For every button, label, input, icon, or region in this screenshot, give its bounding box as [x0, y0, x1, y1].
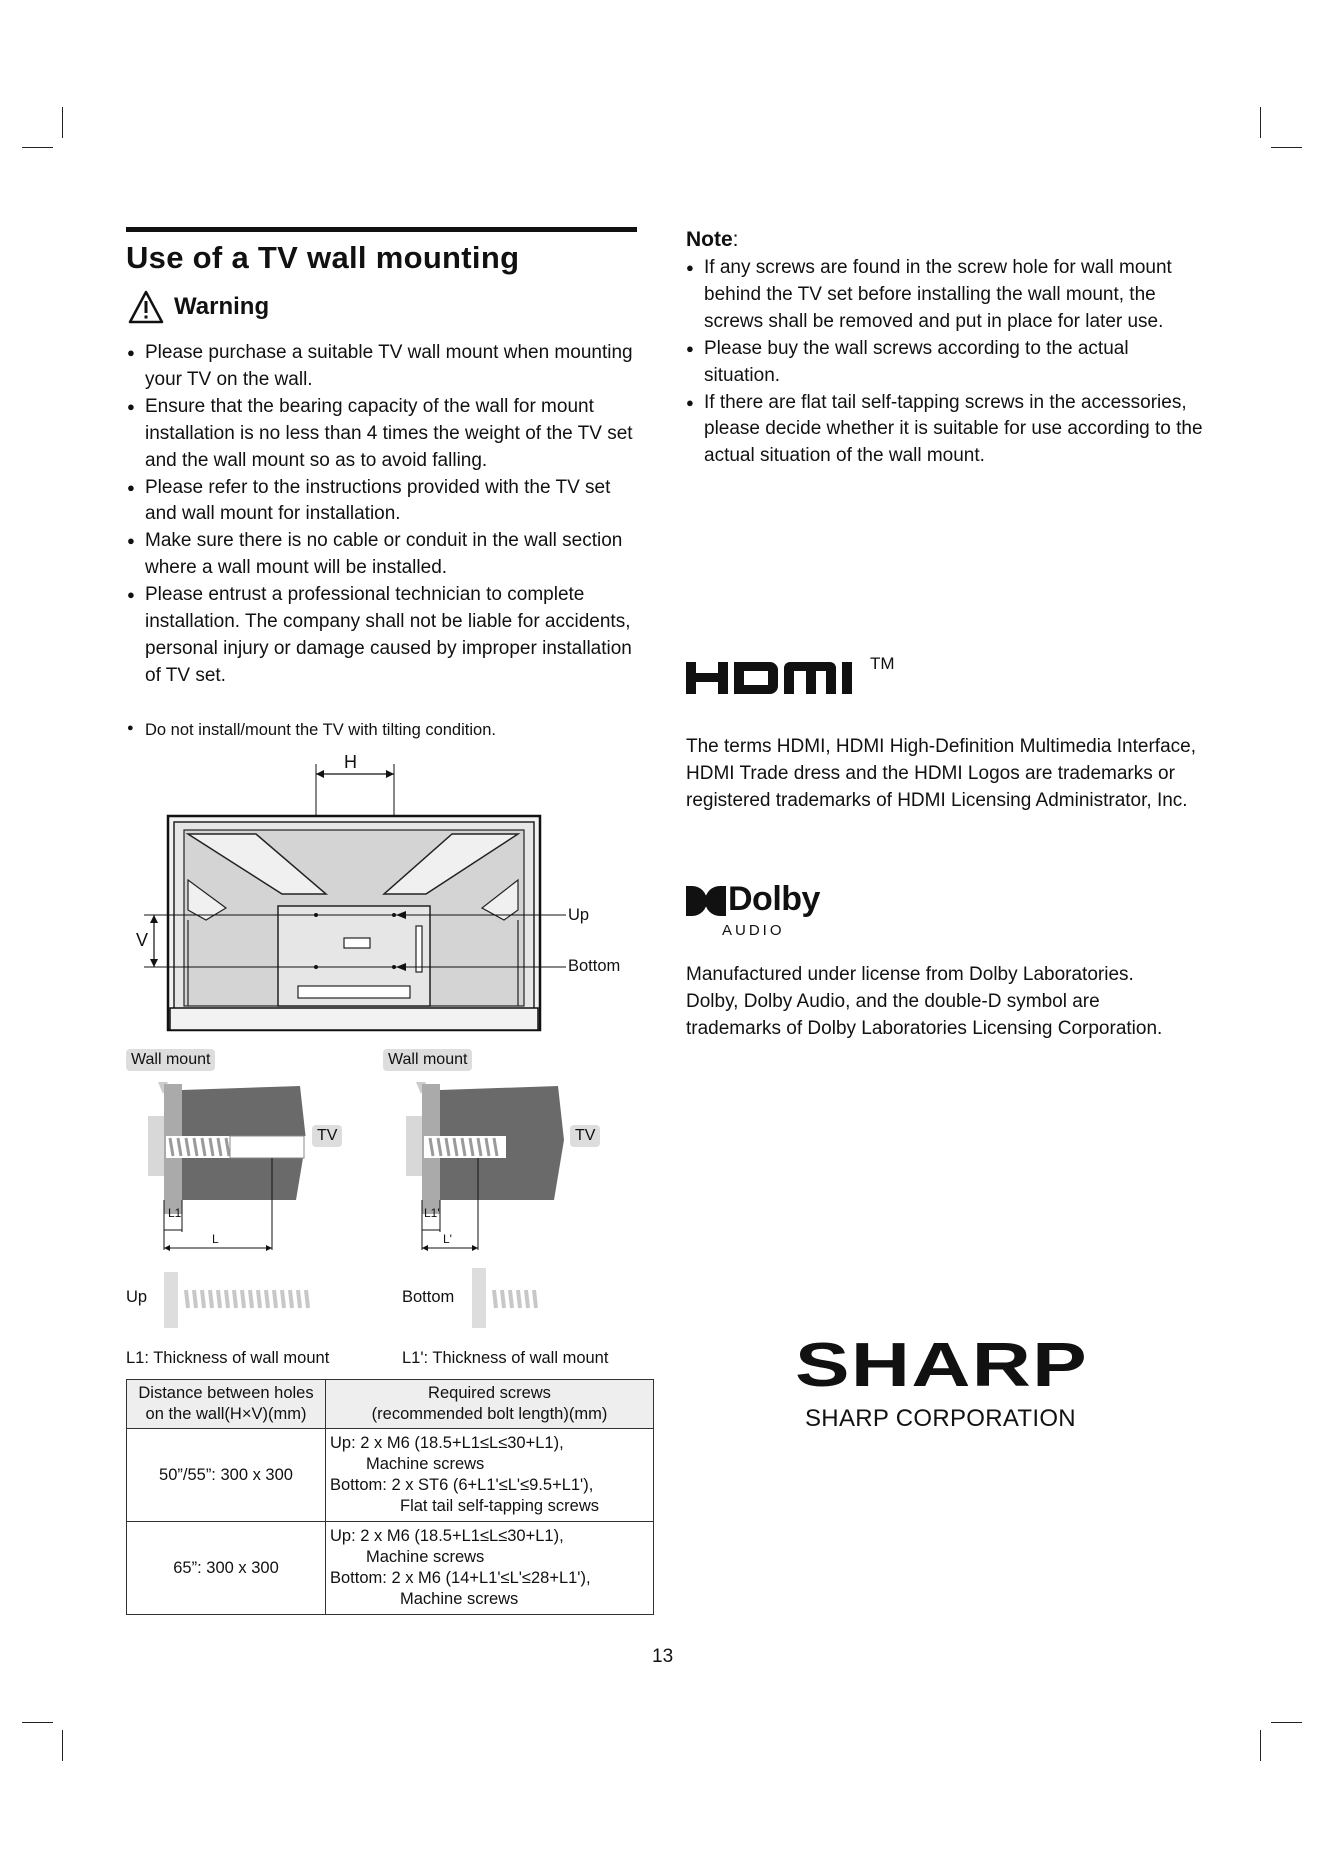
screw-up-spec: Up: 2 x M6 (18.5+L1≤L≤30+L1),	[330, 1434, 564, 1452]
l1-caption: L1: Thickness of wall mount	[126, 1349, 330, 1367]
screw-bottom-spec: Bottom: 2 x M6 (14+L1'≤L'≤28+L1'),	[330, 1569, 591, 1587]
double-d-icon	[686, 886, 726, 916]
table-header-row	[127, 1380, 654, 1429]
dolby-line: Dolby, Dolby Audio, and the double-D symbol are	[686, 990, 1100, 1012]
screw-bottom-type: Flat tail self-tapping screws	[400, 1497, 599, 1515]
warning-list	[127, 340, 647, 690]
header-line: Distance between holes	[138, 1384, 314, 1402]
crop-mark	[62, 1730, 63, 1761]
hdmi-logo	[686, 654, 896, 703]
table-row	[127, 1429, 654, 1522]
crop-mark	[22, 1722, 53, 1723]
v-dimension-label: V	[136, 930, 149, 950]
dolby-sub: AUDIO	[722, 922, 785, 939]
screw-bottom-type: Machine screws	[400, 1590, 519, 1608]
note-item: ● If any screws are found in the screw hole for wall mount behind the TV set before installing the wall mount, the screws shall be removed and put in place for later use.	[686, 255, 1206, 336]
l-label: L	[212, 1232, 219, 1246]
sharp-logo	[795, 1330, 1089, 1401]
warning-heading	[128, 290, 269, 324]
size-cell: 65”: 300 x 300	[127, 1522, 326, 1615]
dolby-name: Dolby	[728, 880, 820, 918]
screw-bottom-label: Bottom	[402, 1288, 455, 1306]
dolby-trademark-text	[686, 962, 1226, 1043]
l1-label: L1	[168, 1206, 182, 1220]
sharp-wordmark: SHARP	[795, 1331, 1089, 1400]
table-row	[127, 1522, 654, 1615]
warning-item: ● Please refer to the instructions provided with the TV set and wall mount for installation.	[127, 475, 647, 529]
warning-label: Warning	[174, 293, 270, 320]
bottom-hole-label: Bottom	[568, 957, 621, 975]
l1-prime-label: L1'	[424, 1206, 440, 1220]
note-item: ● If there are flat tail self-tapping screws in the accessories, please decide whether it is suitable for use according to the actual situation of the wall mount.	[686, 390, 1206, 471]
warning-item: ● Please entrust a professional technician to complete installation. The company shall not be liable for accidents, personal injury or damage caused by improper installation of TV set.	[127, 582, 647, 690]
header-line: (recommended bolt length)(mm)	[371, 1405, 608, 1423]
wall-mount-tag: Wall mount	[126, 1049, 215, 1071]
crop-mark	[22, 147, 53, 148]
tilt-warning: ● Do not install/mount the TV with tilting condition.	[127, 721, 496, 740]
section-title: Use of a TV wall mounting	[126, 240, 520, 275]
warning-item: ● Ensure that the bearing capacity of the wall for mount installation is no less than 4 times the weight of the TV set and the wall mount so as to avoid falling.	[127, 394, 647, 475]
screw-up-type: Machine screws	[366, 1455, 485, 1473]
crop-mark	[1271, 147, 1302, 148]
section-rule	[126, 227, 637, 232]
note-list	[686, 255, 1206, 470]
hdmi-logo-icon	[686, 658, 896, 698]
screw-up-type: Machine screws	[366, 1548, 485, 1566]
size-cell: 50”/55”: 300 x 300	[127, 1429, 326, 1522]
screw-bottom-spec: Bottom: 2 x ST6 (6+L1'≤L'≤9.5+L1'),	[330, 1476, 594, 1494]
l-prime-label: L'	[443, 1232, 452, 1246]
warning-item: ● Please purchase a suitable TV wall mount when mounting your TV on the wall.	[127, 340, 647, 394]
note-item: ● Please buy the wall screws according to the actual situation.	[686, 336, 1206, 390]
page-number: 13	[652, 1646, 674, 1667]
screw-up-spec: Up: 2 x M6 (18.5+L1≤L≤30+L1),	[330, 1527, 564, 1545]
header-line: Required screws	[428, 1384, 551, 1402]
h-dimension-label: H	[344, 752, 357, 772]
dolby-line: trademarks of Dolby Laboratories Licensing Corporation.	[686, 1017, 1163, 1039]
warning-item: ● Make sure there is no cable or conduit in the wall section where a wall mount will be installed.	[127, 528, 647, 582]
header-line: on the wall(H×V)(mm)	[145, 1405, 307, 1423]
corporation-name: SHARP CORPORATION	[805, 1405, 1076, 1432]
screw-up-label: Up	[126, 1288, 148, 1306]
crop-mark	[1271, 1722, 1302, 1723]
tv-back-diagram	[126, 750, 646, 1040]
tv-tag: TV	[312, 1125, 342, 1147]
table-header-cell	[127, 1380, 326, 1429]
tv-tag: TV	[570, 1125, 600, 1147]
hdmi-trademark-text: The terms HDMI, HDMI High-Definition Multimedia Interface, HDMI Trade dress and the HDMI Logos are trademarks or registered trademarks of HDMI Licensing Administrator, Inc.	[686, 736, 1196, 811]
warning-triangle-icon	[128, 290, 164, 324]
hdmi-tm: TM	[870, 654, 895, 673]
crop-mark	[1260, 1730, 1261, 1761]
screw-section-diagram	[126, 1050, 646, 1340]
wall-mount-tag: Wall mount	[383, 1049, 472, 1071]
dolby-line: Manufactured under license from Dolby Laboratories.	[686, 964, 1134, 985]
screws-table	[126, 1379, 654, 1615]
l1-prime-caption: L1': Thickness of wall mount	[402, 1349, 609, 1367]
screw-cell	[326, 1522, 654, 1615]
up-hole-label: Up	[568, 906, 590, 924]
crop-mark	[62, 107, 63, 138]
note-heading: Note:	[686, 228, 739, 251]
table-header-cell	[326, 1380, 654, 1429]
note-label: Note	[686, 228, 733, 251]
crop-mark	[1260, 107, 1261, 138]
screw-cell	[326, 1429, 654, 1522]
